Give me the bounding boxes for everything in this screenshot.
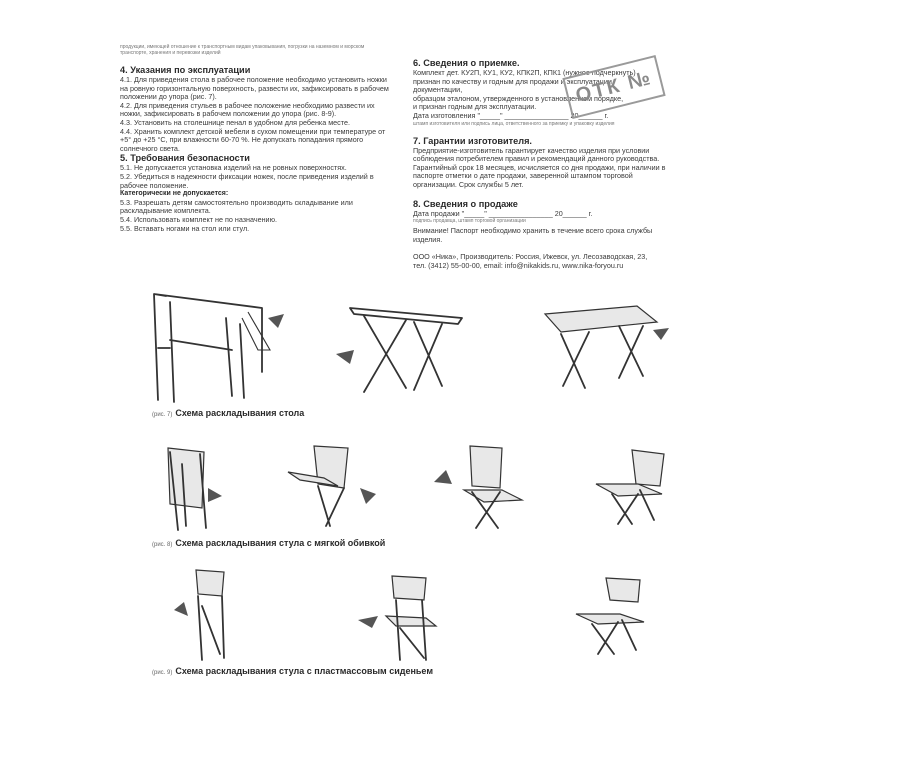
section-5-forbid: Категорически не допускается: — [120, 190, 229, 198]
section-6-l2: признан по качеству и годным для продажи и эксплуатации, — [413, 76, 614, 86]
figure-8-caption — [152, 538, 385, 551]
section-4-p4: 4.4. Хранить комплект детской мебели в сухом помещении при температуре от +5° до +25 °С, при влажности 60-70 %. Не допускать попадания прямого солнечного света. — [120, 126, 386, 153]
table-open-illustration — [525, 300, 665, 400]
contacts-line: тел. (3412) 55-00-00, email: info@nikakids.ru, www.nika-foryou.ru — [413, 260, 624, 270]
section-4-p2: 4.2. Для приведения стульев в рабочее положение необходимо развести их ножки, зафиксировать в рабочем положении до упора (рис. 8-9). — [120, 100, 375, 119]
section-6-l5: и признан годным для эксплуатации. — [413, 102, 537, 112]
plastic-chair-folded-illustration — [172, 566, 242, 664]
section-6-title: 6. Сведения о приемке. — [413, 58, 520, 68]
section-6-l4: образцом эталоном, утвержденного в установленном порядке, — [413, 93, 624, 103]
soft-chair-half-open-illustration — [284, 442, 384, 530]
soft-chair-unfolding-illustration — [430, 442, 530, 532]
figure-7-caption — [152, 408, 304, 421]
section-7-text: Предприятие-изготовитель гарантирует качество изделия при условии соблюдения потребителем правил и рекомендаций данного руководства. Гарантийный срок 18 месяцев, исчисляется со дня продажи, при наличии в паспорте отметки о дате продажи, заверенной штампом торговой организации. Срок службы 5 лет. — [413, 145, 666, 189]
section-4-p1: 4.1. Для приведения стола в рабочее положение необходимо установить ножки на ровную горизонтальную поверхность, развести их, зафиксировать в рабочем положении до упора (рис. 7). — [120, 75, 389, 102]
figure-7-title: Схема раскладывания стола — [175, 408, 305, 418]
section-4-title: 4. Указания по эксплуатации — [120, 65, 251, 75]
otk-stamp: ОТК № — [562, 55, 665, 119]
section-8-date: Дата продажи "_____" ________________ 20______ г. — [413, 208, 593, 218]
figure-7-number: (рис. 7) — [152, 412, 173, 418]
figure-8-number: (рис. 8) — [152, 542, 173, 548]
section-8-note: Внимание! Паспорт необходимо хранить в течение всего срока службы изделия. — [413, 226, 653, 244]
soft-chair-folded-illustration — [160, 444, 230, 534]
figure-9-caption — [152, 666, 433, 679]
company-line: ООО «Ника», Производитель: Россия, Ижевск, ул. Лесозаводская, 23, — [413, 252, 648, 262]
section-8-title: 8. Сведения о продаже — [413, 198, 518, 209]
section-5-title: 5. Требования безопасности — [120, 153, 250, 164]
section-5-p1: 5.1. Не допускается установка изделий на не ровных поверхностях. — [120, 163, 347, 173]
section-6-fine: штамп изготовителя или подпись лица, ответственного за приемку и упаковку изделия — [413, 120, 615, 127]
section-5-p4: 5.4. Использовать комплект не по назначению. — [120, 214, 277, 224]
plastic-chair-unfolding-illustration — [356, 572, 456, 664]
figure-8-title: Схема раскладывания стула с мягкой обивкой — [175, 538, 386, 548]
section-5-p2: 5.2. Убедиться в надежности фиксации ножек, после приведения изделий в рабочее положение. — [120, 171, 374, 190]
section-6-date: Дата изготовления "_____" ________________ 20______ г. — [413, 110, 609, 120]
section-8-fine: подпись продавца, штамп торговой организации — [413, 218, 526, 225]
soft-chair-open-illustration — [588, 446, 678, 528]
section-4-p3: 4.3. Установить на столешнице пенал в удобном для ребенка месте. — [120, 117, 350, 127]
section-5-p5: 5.5. Вставать ногами на стол или стул. — [120, 223, 250, 233]
plastic-chair-open-illustration — [562, 574, 662, 656]
section-7-title: 7. Гарантии изготовителя. — [413, 135, 532, 146]
table-folded-illustration — [140, 288, 290, 408]
table-half-open-illustration — [330, 294, 470, 399]
figure-9-number: (рис. 9) — [152, 670, 173, 676]
section-5-p3: 5.3. Разрешать детям самостоятельно производить складывание или раскладывание комплекта. — [120, 197, 353, 216]
figure-9-title: Схема раскладывания стула с пластмассовым сиденьем — [175, 666, 433, 676]
section-6-l1: Комплект дет. КУ2П, КУ1, КУ2, КПК2П, КПК1 (нужное подчеркнуть) — [413, 68, 636, 77]
intro-text: продукции, имеющей отношение к транспортным видам упаковывания, погрузки на наземном и морском транспорте, хранения и перевозки изделий — [120, 44, 365, 56]
section-6-l3: документации, — [413, 85, 463, 95]
left-column — [120, 44, 392, 233]
